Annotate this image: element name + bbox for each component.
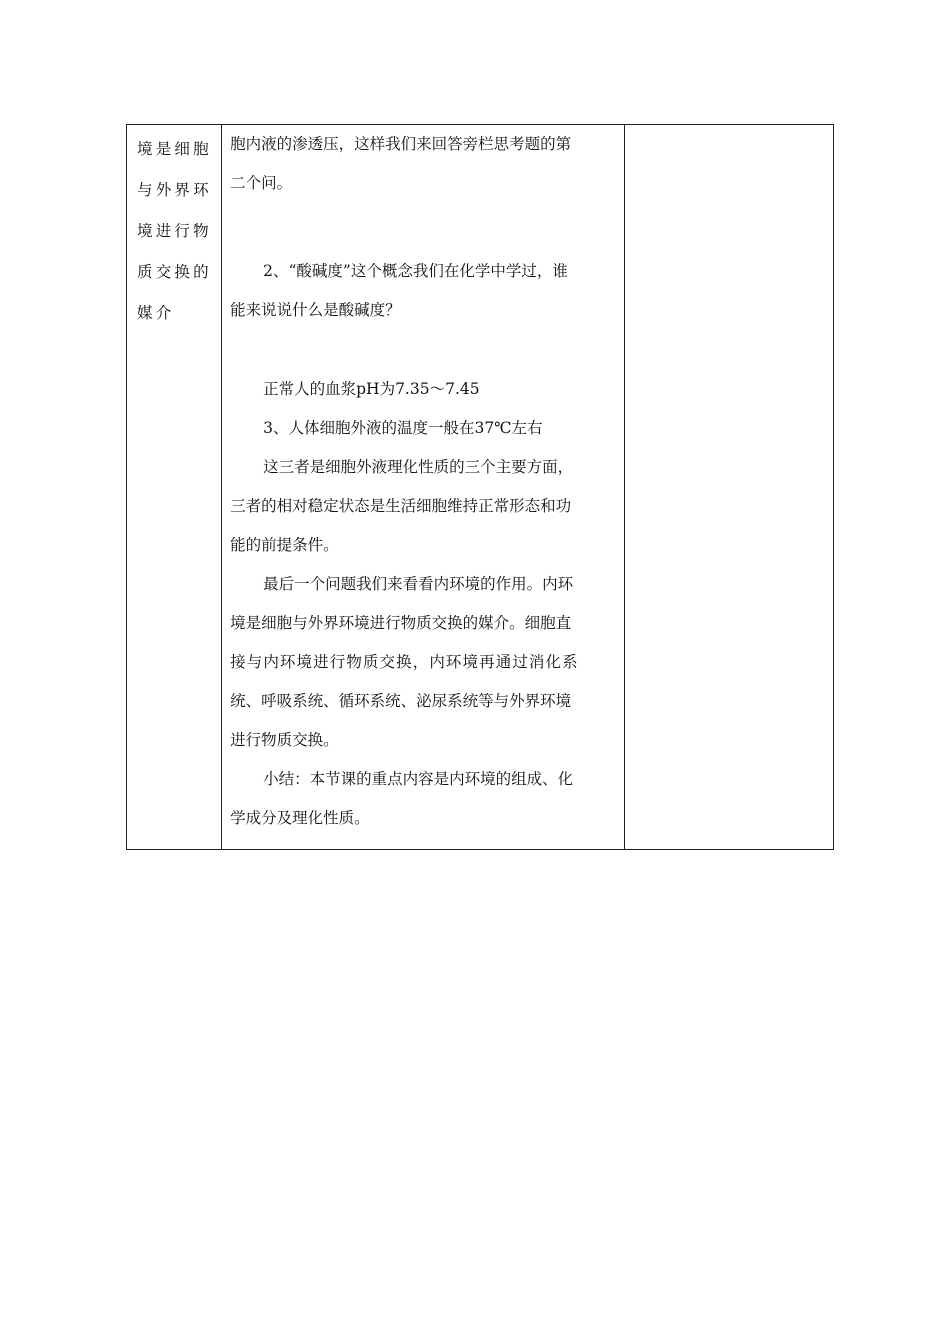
content-text [222, 125, 624, 838]
lesson-table [126, 124, 834, 850]
topic-line: 质交换的 [137, 263, 212, 281]
content-line: 进行物质交换。 [230, 731, 339, 749]
spacer [230, 203, 616, 252]
content-line: 正常人的血浆pH为7.35～7.45 [263, 380, 480, 398]
topic-line: 与外界环 [137, 181, 212, 199]
content-line: 学成分及理化性质。 [230, 809, 370, 827]
content-line: 这三者是细胞外液理化性质的三个主要方面， [263, 458, 574, 476]
topic-line: 境是细胞 [137, 140, 212, 158]
content-line: 3、人体细胞外液的温度一般在37℃左右 [263, 419, 543, 437]
content-line: 境是细胞与外界环境进行物质交换的媒介。细胞直 [230, 614, 572, 632]
content-line: 小结：本节课的重点内容是内环境的组成、化 [263, 770, 574, 788]
content-line: 2、“酸碱度”这个概念我们在化学中学过，谁 [263, 262, 568, 280]
content-line: 最后一个问题我们来看看内环境的作用。内环 [263, 575, 574, 593]
content-cell [222, 125, 625, 850]
table-row [127, 125, 834, 850]
topic-line: 境进行物 [137, 222, 212, 240]
topic-text [127, 125, 221, 334]
content-line: 能来说说什么是酸碱度？ [230, 301, 401, 319]
topic-line: 媒介 [137, 304, 175, 322]
notes-cell [624, 125, 833, 850]
content-line: 统、呼吸系统、循环系统、泌尿系统等与外界环境 [230, 692, 572, 710]
content-line: 二个问。 [230, 174, 293, 192]
content-line: 三者的相对稳定状态是生活细胞维持正常形态和功 [230, 497, 572, 515]
content-line: 接与内环境进行物质交换，内环境再通过消化系 [230, 653, 579, 671]
topic-cell [127, 125, 222, 850]
spacer [230, 330, 616, 370]
content-line: 胞内液的渗透压，这样我们来回答旁栏思考题的第 [230, 135, 572, 153]
content-line: 能的前提条件。 [230, 536, 339, 554]
